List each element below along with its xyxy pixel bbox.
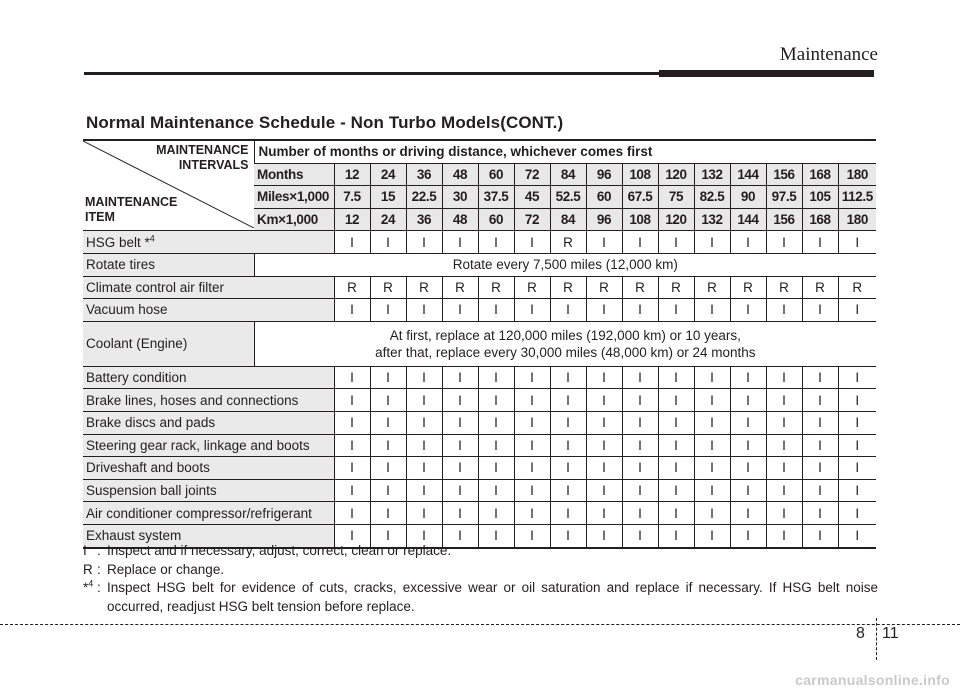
item-value: I <box>622 524 658 547</box>
item-value: I <box>838 434 876 457</box>
item-name: Climate control air filter <box>83 276 334 299</box>
item-row-rotate-tires <box>83 253 876 276</box>
chapter-number: 8 <box>856 625 865 642</box>
interval-label: Km×1,000 <box>254 208 334 231</box>
item-value: I <box>514 524 550 547</box>
item-name: Vacuum hose <box>83 299 334 322</box>
item-value: I <box>802 434 838 457</box>
interval-value: 60 <box>586 186 622 209</box>
item-value: I <box>766 231 802 254</box>
interval-value: 168 <box>802 163 838 186</box>
item-value: I <box>442 411 478 434</box>
item-value: I <box>334 457 370 480</box>
item-value: I <box>370 299 406 322</box>
footer-rule <box>0 624 960 625</box>
interval-value: 180 <box>838 208 876 231</box>
legend-notes <box>83 542 878 616</box>
item-value: I <box>550 434 586 457</box>
item-value: I <box>694 524 730 547</box>
interval-value: 132 <box>694 208 730 231</box>
item-value: I <box>550 502 586 525</box>
item-value: I <box>334 411 370 434</box>
item-value: I <box>334 524 370 547</box>
item-value: I <box>838 389 876 412</box>
item-value: I <box>658 479 694 502</box>
item-value: I <box>658 389 694 412</box>
item-row-steering-gear-rack-linkage-and-boots <box>83 434 876 457</box>
item-value: I <box>406 231 442 254</box>
note-text: Inspect and if necessary, adjust, correct, clean or replace. <box>107 543 452 558</box>
item-value: I <box>658 502 694 525</box>
item-value: I <box>514 411 550 434</box>
item-value: I <box>802 231 838 254</box>
item-value: I <box>658 231 694 254</box>
item-value: I <box>766 479 802 502</box>
item-value: I <box>406 366 442 389</box>
footnote-mark: 4 <box>149 233 155 244</box>
item-value: I <box>478 411 514 434</box>
item-value: I <box>802 502 838 525</box>
item-value: I <box>622 366 658 389</box>
item-value: I <box>586 366 622 389</box>
item-value: I <box>802 389 838 412</box>
item-value: I <box>370 524 406 547</box>
interval-value: 36 <box>406 163 442 186</box>
item-value: I <box>622 502 658 525</box>
note-key: I <box>83 543 87 558</box>
interval-value: 48 <box>442 163 478 186</box>
item-value: I <box>514 434 550 457</box>
item-value: I <box>586 434 622 457</box>
item-value: R <box>550 231 586 254</box>
item-value: I <box>370 366 406 389</box>
interval-value: 45 <box>514 186 550 209</box>
item-name: Suspension ball joints <box>83 479 334 502</box>
item-value: I <box>370 231 406 254</box>
item-value: R <box>586 276 622 299</box>
item-value: I <box>838 502 876 525</box>
item-row-air-conditioner-compressor-refrigerant <box>83 502 876 525</box>
item-value: I <box>514 389 550 412</box>
note-text: Replace or change. <box>107 561 225 577</box>
item-value: I <box>766 366 802 389</box>
page-separator <box>876 618 877 660</box>
item-value: I <box>838 299 876 322</box>
item-value: I <box>550 479 586 502</box>
item-value: R <box>802 276 838 299</box>
interval-value: 24 <box>370 163 406 186</box>
interval-value: 84 <box>550 208 586 231</box>
item-value: I <box>622 434 658 457</box>
item-value: I <box>838 524 876 547</box>
interval-value: 96 <box>586 208 622 231</box>
item-value: I <box>658 366 694 389</box>
interval-value: 67.5 <box>622 186 658 209</box>
item-value: I <box>478 434 514 457</box>
item-value: I <box>694 502 730 525</box>
item-value: I <box>442 457 478 480</box>
watermark: carmanualsonline.info <box>795 672 950 688</box>
item-value: I <box>586 299 622 322</box>
item-value: I <box>442 231 478 254</box>
item-value: I <box>766 389 802 412</box>
note-line <box>83 579 878 616</box>
item-value: I <box>370 479 406 502</box>
interval-value: 120 <box>658 208 694 231</box>
item-value: I <box>550 524 586 547</box>
item-value: I <box>802 411 838 434</box>
item-value: I <box>802 366 838 389</box>
item-value: I <box>406 411 442 434</box>
page-title: Normal Maintenance Schedule - Non Turbo Models(CONT.) <box>86 113 564 132</box>
item-value: I <box>442 366 478 389</box>
interval-value: 48 <box>442 208 478 231</box>
note-colon: : <box>97 543 101 558</box>
item-value: I <box>406 502 442 525</box>
interval-value: 60 <box>478 208 514 231</box>
note-colon: : <box>97 561 101 577</box>
item-value: I <box>334 502 370 525</box>
item-value: I <box>478 502 514 525</box>
item-value: I <box>838 231 876 254</box>
item-value: I <box>514 457 550 480</box>
note-key: *$^4$ <box>83 578 94 595</box>
item-value: I <box>586 457 622 480</box>
item-value: R <box>370 276 406 299</box>
interval-label: Months <box>254 163 334 186</box>
item-value: I <box>694 411 730 434</box>
item-value: I <box>694 434 730 457</box>
item-value: I <box>514 299 550 322</box>
interval-value: 112.5 <box>838 186 876 209</box>
interval-value: 144 <box>730 208 766 231</box>
interval-value: 180 <box>838 163 876 186</box>
item-value: R <box>334 276 370 299</box>
item-value: I <box>730 231 766 254</box>
item-name: Rotate tires <box>83 253 254 276</box>
section-title: Maintenance <box>779 44 878 65</box>
item-value: I <box>658 299 694 322</box>
item-value: I <box>586 411 622 434</box>
item-value: R <box>406 276 442 299</box>
item-value: I <box>478 457 514 480</box>
interval-value: 12 <box>334 163 370 186</box>
item-value: I <box>586 231 622 254</box>
corner-intervals-label: MAINTENANCE INTERVALS <box>156 143 249 172</box>
note-colon: : <box>97 580 101 595</box>
interval-value: 82.5 <box>694 186 730 209</box>
item-value: R <box>694 276 730 299</box>
item-value: I <box>514 231 550 254</box>
item-value: I <box>406 389 442 412</box>
item-value: I <box>478 479 514 502</box>
item-name: Air conditioner compressor/refrigerant <box>83 502 334 525</box>
interval-value: 168 <box>802 208 838 231</box>
item-value: I <box>406 457 442 480</box>
item-value: I <box>550 389 586 412</box>
item-row-vacuum-hose <box>83 299 876 322</box>
item-value: I <box>658 411 694 434</box>
item-value: I <box>802 524 838 547</box>
item-value: I <box>838 366 876 389</box>
item-value: R <box>838 276 876 299</box>
item-value: R <box>442 276 478 299</box>
item-row-driveshaft-and-boots <box>83 457 876 480</box>
note-key-superscript: 4 <box>88 578 94 589</box>
item-value: I <box>838 479 876 502</box>
item-value: I <box>334 231 370 254</box>
item-value: I <box>514 502 550 525</box>
maintenance-schedule-table <box>83 139 876 549</box>
item-value: I <box>838 411 876 434</box>
item-value: I <box>370 434 406 457</box>
interval-value: 156 <box>766 208 802 231</box>
item-value: I <box>478 299 514 322</box>
item-row-coolant-engine <box>83 321 876 366</box>
item-value: I <box>478 231 514 254</box>
item-value: I <box>370 457 406 480</box>
item-value: R <box>658 276 694 299</box>
interval-value: 12 <box>334 208 370 231</box>
interval-value: 75 <box>658 186 694 209</box>
item-value: I <box>478 524 514 547</box>
item-value: I <box>334 299 370 322</box>
item-value: I <box>586 479 622 502</box>
interval-value: 120 <box>658 163 694 186</box>
page-number: 11 <box>882 625 899 642</box>
item-value: I <box>766 411 802 434</box>
item-name: Steering gear rack, linkage and boots <box>83 434 334 457</box>
interval-value: 105 <box>802 186 838 209</box>
interval-value: 52.5 <box>550 186 586 209</box>
item-value: I <box>694 389 730 412</box>
item-value: I <box>694 457 730 480</box>
item-value: I <box>442 299 478 322</box>
item-value: I <box>766 299 802 322</box>
item-value: I <box>334 479 370 502</box>
note-text: Inspect HSG belt for evidence of cuts, cracks, excessive wear or oil saturation and replace if necessary. If HSG belt noise occurred, readjust HSG belt tension before replace. <box>107 580 878 614</box>
item-name: Driveshaft and boots <box>83 457 334 480</box>
item-value: I <box>550 299 586 322</box>
item-value: I <box>766 457 802 480</box>
item-name: HSG belt *$^4$ <box>83 231 334 254</box>
item-value: I <box>442 524 478 547</box>
item-row-brake-lines-hoses-and-connections <box>83 389 876 412</box>
item-value: R <box>478 276 514 299</box>
item-value: I <box>658 434 694 457</box>
item-row-battery-condition <box>83 366 876 389</box>
interval-value: 132 <box>694 163 730 186</box>
item-value: I <box>730 457 766 480</box>
interval-value: 144 <box>730 163 766 186</box>
header-rule <box>84 72 874 75</box>
item-row-climate-control-air-filter <box>83 276 876 299</box>
item-value: I <box>658 524 694 547</box>
item-value: I <box>442 502 478 525</box>
interval-caption-row <box>83 140 876 163</box>
interval-value: 24 <box>370 208 406 231</box>
item-value: I <box>442 434 478 457</box>
item-name: Exhaust system <box>83 524 334 547</box>
item-value: I <box>370 502 406 525</box>
item-value: I <box>406 479 442 502</box>
item-value: I <box>622 231 658 254</box>
item-value: I <box>586 389 622 412</box>
item-value: I <box>514 479 550 502</box>
item-name: Battery condition <box>83 366 334 389</box>
item-value: I <box>334 389 370 412</box>
item-value: I <box>586 524 622 547</box>
note-key: R <box>83 561 93 577</box>
interval-value: 30 <box>442 186 478 209</box>
interval-label: Miles×1,000 <box>254 186 334 209</box>
item-value: R <box>550 276 586 299</box>
item-value: I <box>334 434 370 457</box>
interval-value: 108 <box>622 163 658 186</box>
item-value: I <box>478 389 514 412</box>
interval-value: 22.5 <box>406 186 442 209</box>
interval-value: 97.5 <box>766 186 802 209</box>
interval-value: 36 <box>406 208 442 231</box>
item-value: I <box>442 389 478 412</box>
item-span-text: At first, replace at 120,000 miles (192,000 km) or 10 years, after that, replace every 30,000 miles (48,000 km) or 24 months <box>254 321 876 366</box>
interval-value: 90 <box>730 186 766 209</box>
item-value: I <box>622 411 658 434</box>
item-value: I <box>766 524 802 547</box>
item-value: I <box>622 457 658 480</box>
item-value: I <box>406 299 442 322</box>
item-value: I <box>370 411 406 434</box>
item-value: I <box>550 457 586 480</box>
item-value: I <box>550 411 586 434</box>
item-value: I <box>406 434 442 457</box>
item-value: I <box>802 479 838 502</box>
item-value: I <box>694 299 730 322</box>
item-value: I <box>838 457 876 480</box>
item-value: I <box>730 502 766 525</box>
corner-item-label: MAINTENANCE ITEM <box>85 195 178 225</box>
item-value: I <box>802 299 838 322</box>
item-value: I <box>406 524 442 547</box>
item-value: R <box>730 276 766 299</box>
item-value: I <box>334 366 370 389</box>
note-line <box>83 561 878 580</box>
interval-value: 72 <box>514 163 550 186</box>
interval-value: 37.5 <box>478 186 514 209</box>
item-value: I <box>694 231 730 254</box>
item-value: I <box>730 411 766 434</box>
item-value: I <box>586 502 622 525</box>
interval-value: 7.5 <box>334 186 370 209</box>
interval-value: 84 <box>550 163 586 186</box>
item-value: I <box>478 366 514 389</box>
item-value: R <box>622 276 658 299</box>
item-value: I <box>730 434 766 457</box>
item-value: I <box>622 299 658 322</box>
item-value: I <box>730 524 766 547</box>
interval-value: 108 <box>622 208 658 231</box>
item-row-hsg-belt <box>83 231 876 254</box>
item-value: I <box>730 299 766 322</box>
item-span-text: Rotate every 7,500 miles (12,000 km) <box>254 253 876 276</box>
item-value: I <box>622 479 658 502</box>
item-name: Brake discs and pads <box>83 411 334 434</box>
item-value: I <box>802 457 838 480</box>
item-value: I <box>766 434 802 457</box>
interval-caption: Number of months or driving distance, whichever comes first <box>254 140 876 163</box>
item-value: I <box>730 366 766 389</box>
item-value: R <box>514 276 550 299</box>
note-line <box>83 542 878 561</box>
header-corner-cell <box>83 140 254 231</box>
item-value: I <box>694 479 730 502</box>
interval-value: 60 <box>478 163 514 186</box>
item-value: R <box>766 276 802 299</box>
item-name: Brake lines, hoses and connections <box>83 389 334 412</box>
item-value: I <box>658 457 694 480</box>
item-value: I <box>694 366 730 389</box>
interval-value: 72 <box>514 208 550 231</box>
interval-value: 15 <box>370 186 406 209</box>
item-value: I <box>550 366 586 389</box>
item-value: I <box>622 389 658 412</box>
item-value: I <box>442 479 478 502</box>
item-value: I <box>514 366 550 389</box>
item-value: I <box>370 389 406 412</box>
item-value: I <box>730 479 766 502</box>
item-value: I <box>730 389 766 412</box>
item-row-brake-discs-and-pads <box>83 411 876 434</box>
item-row-suspension-ball-joints <box>83 479 876 502</box>
interval-value: 156 <box>766 163 802 186</box>
interval-value: 96 <box>586 163 622 186</box>
item-value: I <box>766 502 802 525</box>
item-name: Coolant (Engine) <box>83 321 254 366</box>
